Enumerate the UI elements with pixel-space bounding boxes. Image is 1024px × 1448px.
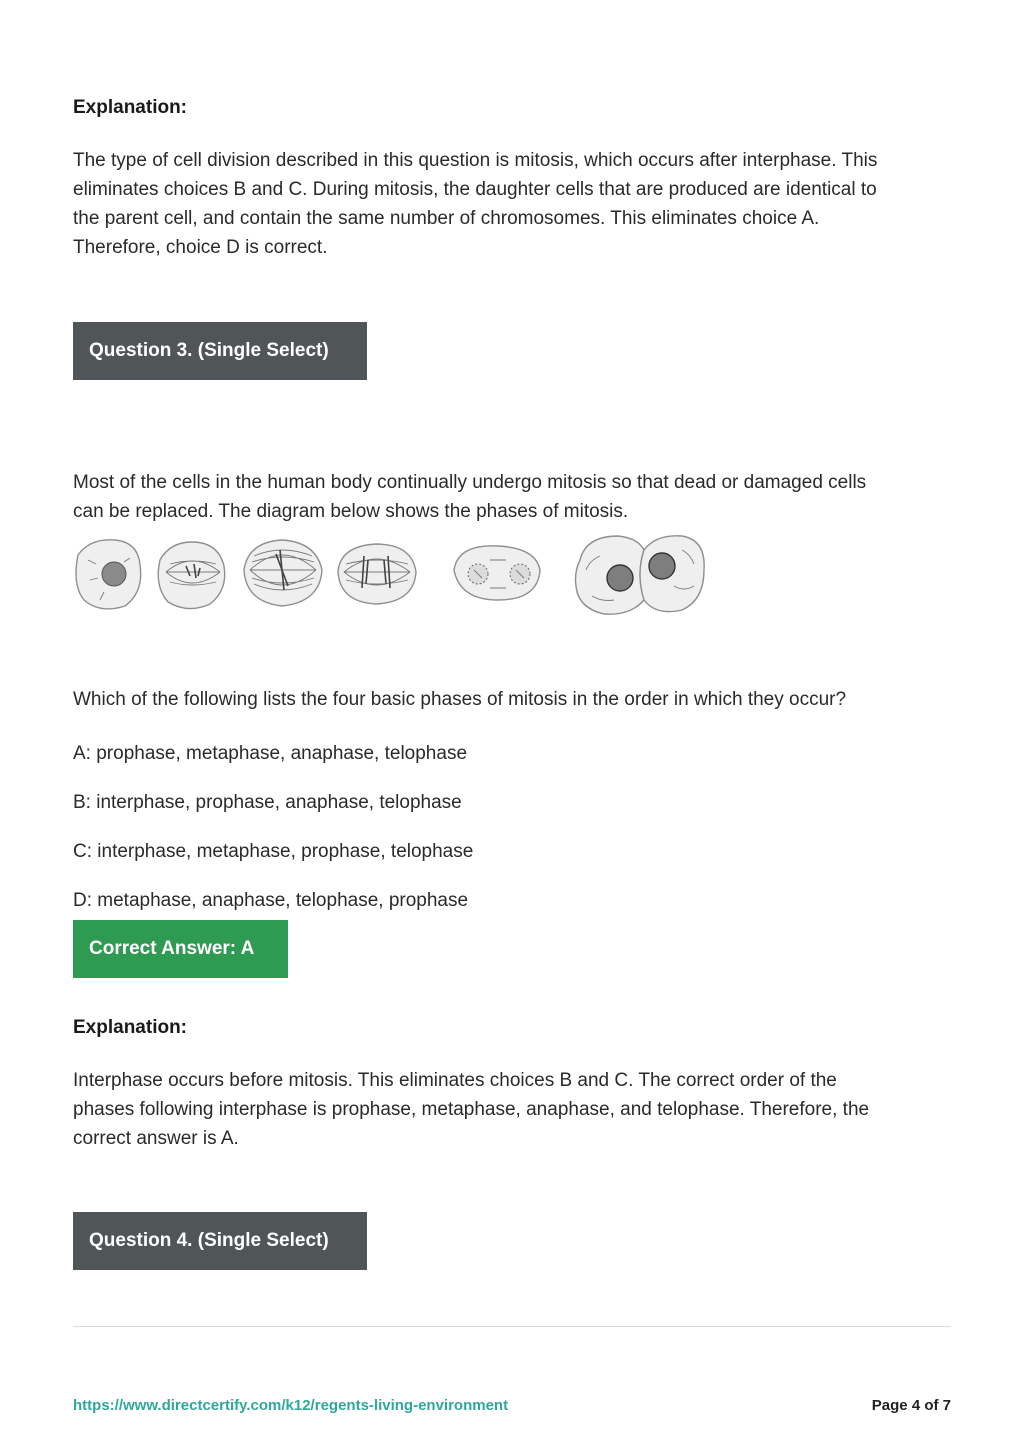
question-intro-line: Most of the cells in the human body continually undergo mitosis so that dead or damaged cells	[73, 472, 867, 493]
answer-option-c[interactable]: C: interphase, metaphase, prophase, telophase	[73, 841, 474, 862]
explanation-line: eliminates choices B and C. During mitosis, the daughter cells that are produced are identical to	[73, 179, 877, 200]
explanation-line: The type of cell division described in this question is mitosis, which occurs after interphase. This	[73, 150, 878, 171]
question-prompt: Which of the following lists the four basic phases of mitosis in the order in which they occur?	[73, 689, 847, 710]
footer-url-link[interactable]: https://www.directcertify.com/k12/regents-living-environment	[73, 1397, 509, 1414]
question-intro	[73, 468, 953, 526]
explanation-line: Interphase occurs before mitosis. This eliminates choices B and C. The correct order of the	[73, 1070, 837, 1091]
explanation-line: Therefore, choice D is correct.	[73, 237, 328, 258]
answer-option-a[interactable]: A: prophase, metaphase, anaphase, telophase	[73, 743, 468, 764]
footer-divider	[73, 1326, 951, 1327]
explanation-line: phases following interphase is prophase, metaphase, anaphase, and telophase. Therefore, the	[73, 1099, 870, 1120]
answer-option-b[interactable]: B: interphase, prophase, anaphase, telophase	[73, 792, 462, 813]
question-4-badge: Question 4. (Single Select)	[73, 1212, 367, 1270]
explanation-heading: Explanation:	[73, 97, 188, 118]
mitosis-cell-telophase	[454, 546, 540, 600]
mitosis-cell-interphase	[76, 540, 141, 609]
answer-option-d[interactable]: D: metaphase, anaphase, telophase, prophase	[73, 890, 469, 911]
explanation-text	[73, 1066, 953, 1153]
mitosis-cell-metaphase	[244, 540, 322, 606]
explanation-heading: Explanation:	[73, 1017, 188, 1038]
mitosis-cell-prophase	[158, 542, 225, 609]
mitosis-phases-diagram	[70, 530, 710, 620]
question-intro-line: can be replaced. The diagram below shows the phases of mitosis.	[73, 501, 629, 522]
correct-answer-badge: Correct Answer: A	[73, 920, 288, 978]
explanation-text	[73, 146, 953, 262]
page-number: Page 4 of 7	[871, 1397, 951, 1414]
explanation-line: the parent cell, and contain the same number of chromosomes. This eliminates choice A.	[73, 208, 820, 229]
mitosis-cell-daughter-cells	[576, 536, 705, 614]
question-3-badge: Question 3. (Single Select)	[73, 322, 367, 380]
mitosis-cell-anaphase	[338, 544, 416, 604]
explanation-line: correct answer is A.	[73, 1128, 239, 1149]
